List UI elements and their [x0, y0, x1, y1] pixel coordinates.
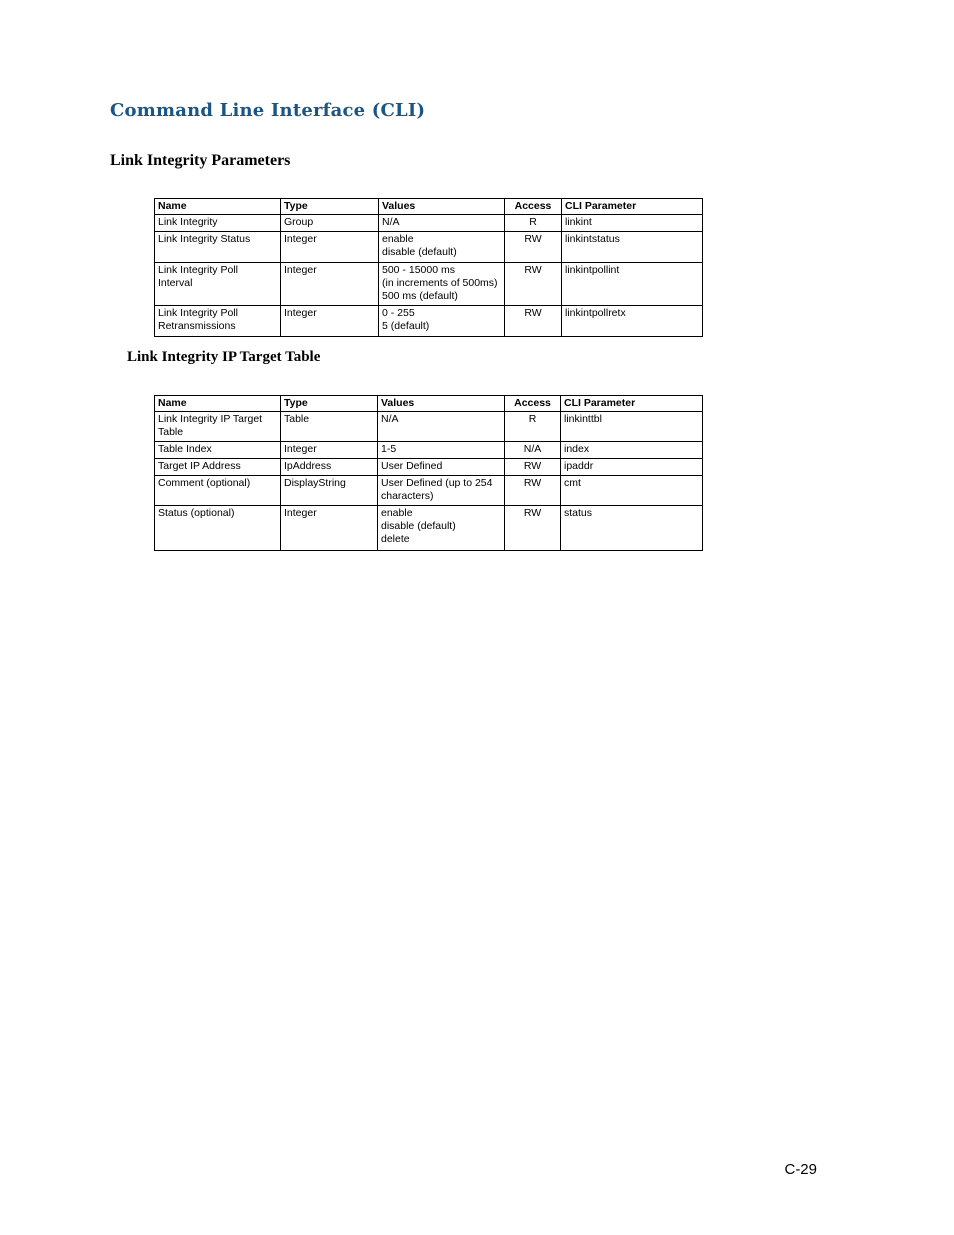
cell-cli-parameter: ipaddr — [561, 459, 703, 476]
cell-access: R — [505, 215, 562, 232]
cell-cli-parameter: linkintpollint — [562, 263, 703, 306]
cell-access: RW — [505, 476, 561, 506]
cell-name: Comment (optional) — [155, 476, 281, 506]
cell-values: enable disable (default) delete — [378, 506, 505, 551]
header-type: Type — [281, 396, 378, 412]
cell-cli-parameter: linkint — [562, 215, 703, 232]
cell-access: RW — [505, 506, 561, 551]
cell-name: Status (optional) — [155, 506, 281, 551]
table-header-row — [155, 199, 703, 215]
cell-access: RW — [505, 263, 562, 306]
table-row — [155, 306, 703, 337]
table-row — [155, 476, 703, 506]
cell-cli-parameter: linkinttbl — [561, 412, 703, 442]
cell-type: Integer — [281, 442, 378, 459]
cell-name: Link Integrity Poll Retransmissions — [155, 306, 281, 337]
cell-values: 500 - 15000 ms (in increments of 500ms) 500 ms (default) — [379, 263, 505, 306]
cell-cli-parameter: linkintstatus — [562, 232, 703, 263]
header-type: Type — [281, 199, 379, 215]
table-row — [155, 412, 703, 442]
header-name: Name — [155, 199, 281, 215]
header-cli-parameter: CLI Parameter — [562, 199, 703, 215]
header-access: Access — [505, 199, 562, 215]
cell-cli-parameter: status — [561, 506, 703, 551]
cell-access: RW — [505, 459, 561, 476]
cell-values: N/A — [379, 215, 505, 232]
cell-values: User Defined — [378, 459, 505, 476]
header-values: Values — [378, 396, 505, 412]
cell-type: Integer — [281, 306, 379, 337]
header-values: Values — [379, 199, 505, 215]
cell-cli-parameter: linkintpollretx — [562, 306, 703, 337]
link-integrity-ip-target-table — [154, 395, 703, 551]
table-row — [155, 232, 703, 263]
table-row — [155, 442, 703, 459]
cell-name: Target IP Address — [155, 459, 281, 476]
section-title: Link Integrity Parameters — [110, 152, 291, 169]
cell-values: User Defined (up to 254 characters) — [378, 476, 505, 506]
cell-name: Link Integrity — [155, 215, 281, 232]
cell-type: Group — [281, 215, 379, 232]
table-header-row — [155, 396, 703, 412]
header-access: Access — [505, 396, 561, 412]
cell-access: RW — [505, 232, 562, 263]
table-row — [155, 459, 703, 476]
cell-values: 1-5 — [378, 442, 505, 459]
header-name: Name — [155, 396, 281, 412]
cell-name: Table Index — [155, 442, 281, 459]
cell-type: Integer — [281, 232, 379, 263]
cell-values: N/A — [378, 412, 505, 442]
table-row — [155, 506, 703, 551]
page-number: C-29 — [784, 1161, 817, 1178]
cell-access: N/A — [505, 442, 561, 459]
cell-type: Integer — [281, 263, 379, 306]
cell-name: Link Integrity Poll Interval — [155, 263, 281, 306]
chapter-title: Command Line Interface (CLI) — [110, 100, 426, 121]
cell-access: R — [505, 412, 561, 442]
cell-type: IpAddress — [281, 459, 378, 476]
subsection-title: Link Integrity IP Target Table — [127, 349, 321, 365]
cell-type: Table — [281, 412, 378, 442]
link-integrity-parameters-table — [154, 198, 703, 337]
cell-name: Link Integrity IP Target Table — [155, 412, 281, 442]
cell-cli-parameter: cmt — [561, 476, 703, 506]
cell-type: Integer — [281, 506, 378, 551]
cell-values: enable disable (default) — [379, 232, 505, 263]
cell-name: Link Integrity Status — [155, 232, 281, 263]
cell-access: RW — [505, 306, 562, 337]
table-row — [155, 263, 703, 306]
cell-type: DisplayString — [281, 476, 378, 506]
table-row — [155, 215, 703, 232]
cell-cli-parameter: index — [561, 442, 703, 459]
cell-values: 0 - 255 5 (default) — [379, 306, 505, 337]
header-cli-parameter: CLI Parameter — [561, 396, 703, 412]
